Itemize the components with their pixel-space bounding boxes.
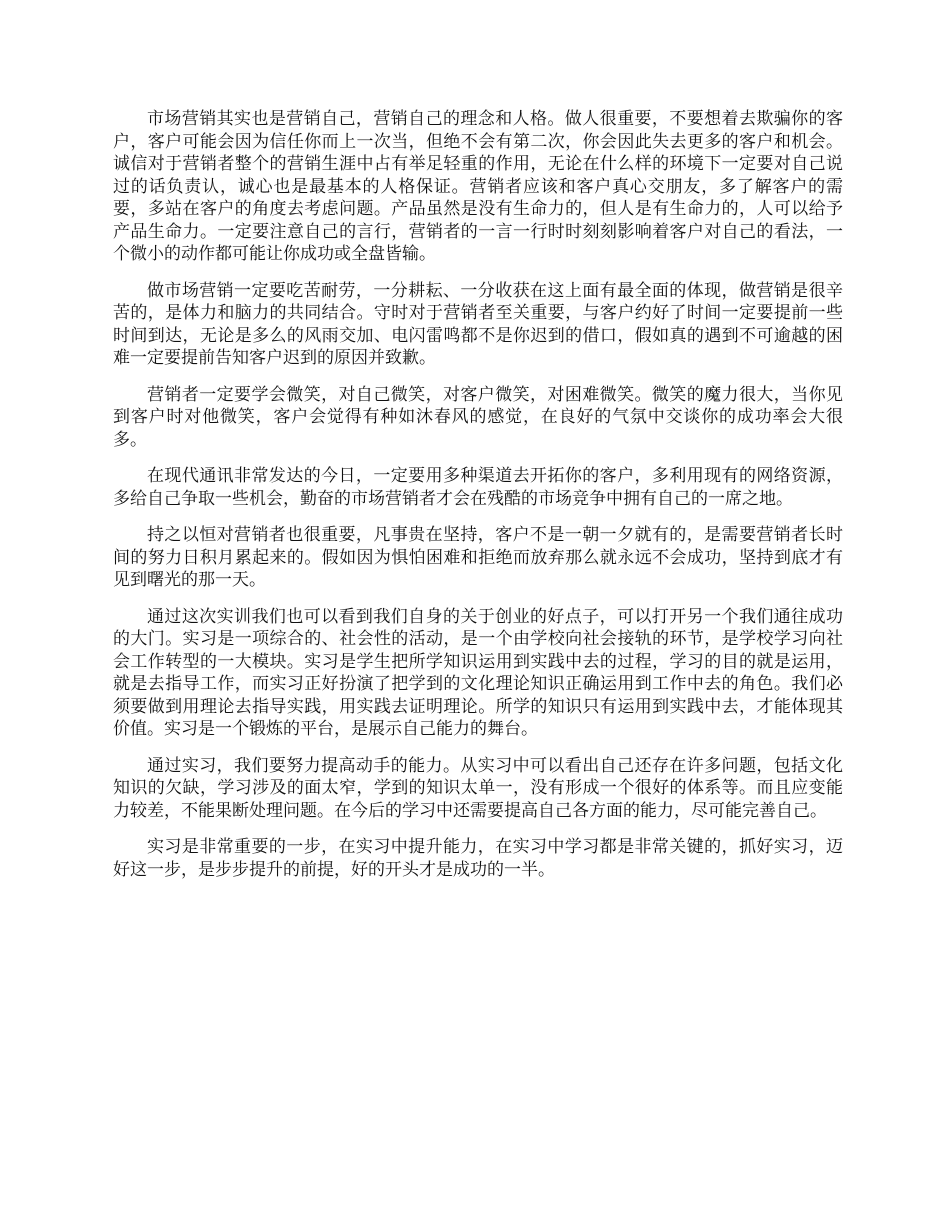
paragraph-5: 持之以恒对营销者也很重要，凡事贵在坚持，客户不是一朝一夕就有的，是需要营销者长时间的努力日积月累起来的。假如因为惧怕困难和拒绝而放弃那么就永远不会成功，坚持到底才有见到曙光的那一天。 (113, 525, 843, 590)
paragraph-1: 市场营销其实也是营销自己，营销自己的理念和人格。做人很重要，不要想着去欺骗你的客户，客户可能会因为信任你而上一次当，但绝不会有第二次，你会因此失去更多的客户和机会。诚信对于营销者整个的营销生涯中占有举足轻重的作用，无论在什么样的环境下一定要对自己说过的话负责认，诚心也是最基本的人格保证。营销者应该和客户真心交朋友，多了解客户的需要，多站在客户的角度去考虑问题。产品虽然是没有生命力的，但人是有生命力的，人可以给予产品生命力。一定要注意自己的言行，营销者的一言一行时时刻刻影响着客户对自己的看法，一个微小的动作都可能让你成功或全盘皆输。 (113, 109, 843, 264)
paragraph-6: 通过这次实训我们也可以看到我们自身的关于创业的好点子，可以打开另一个我们通往成功的大门。实习是一项综合的、社会性的活动，是一个由学校向社会接轨的环节，是学校学习向社会工作转型的一大模块。实习是学生把所学知识运用到实践中去的过程，学习的目的就是运用，就是去指导工作，而实习正好扮演了把学到的文化理论知识正确运用到工作中去的角色。我们必须要做到用理论去指导实践，用实践去证明理论。所学的知识只有运用到实践中去，才能体现其价值。实习是一个锻炼的平台，是展示自己能力的舞台。 (113, 606, 843, 739)
paragraph-4: 在现代通讯非常发达的今日，一定要用多种渠道去开拓你的客户，多利用现有的网络资源，多给自己争取一些机会，勤奋的市场营销者才会在残酷的市场竞争中拥有自己的一席之地。 (113, 466, 843, 509)
paragraph-3: 营销者一定要学会微笑，对自己微笑，对客户微笑，对困难微笑。微笑的魔力很大，当你见到客户时对他微笑，客户会觉得有种如沐春风的感觉，在良好的气氛中交谈你的成功率会大很多。 (113, 384, 843, 450)
paragraph-2: 做市场营销一定要吃苦耐劳，一分耕耘、一分收获在这上面有最全面的体现，做营销是很辛苦的，是体力和脑力的共同结合。守时对于营销者至关重要，与客户约好了时间一定要提前一些时间到达，无论是多么的风雨交加、电闪雷鸣都不是你迟到的借口，假如真的遇到不可逾越的困难一定要提前告知客户迟到的原因并致歉。 (113, 280, 843, 368)
document-page (113, 108, 843, 895)
paragraph-7: 通过实习，我们要努力提高动手的能力。从实习中可以看出自己还存在许多问题，包括文化知识的欠缺，学习涉及的面太窄，学到的知识太单一，没有形成一个很好的体系等。而且应变能力较差，不能果断处理问题。在今后的学习中还需要提高自己各方面的能力，尽可能完善自己。 (113, 755, 843, 821)
paragraph-8: 实习是非常重要的一步，在实习中提升能力，在实习中学习都是非常关键的，抓好实习，迈好这一步，是步步提升的前提，好的开头才是成功的一半。 (113, 837, 843, 880)
